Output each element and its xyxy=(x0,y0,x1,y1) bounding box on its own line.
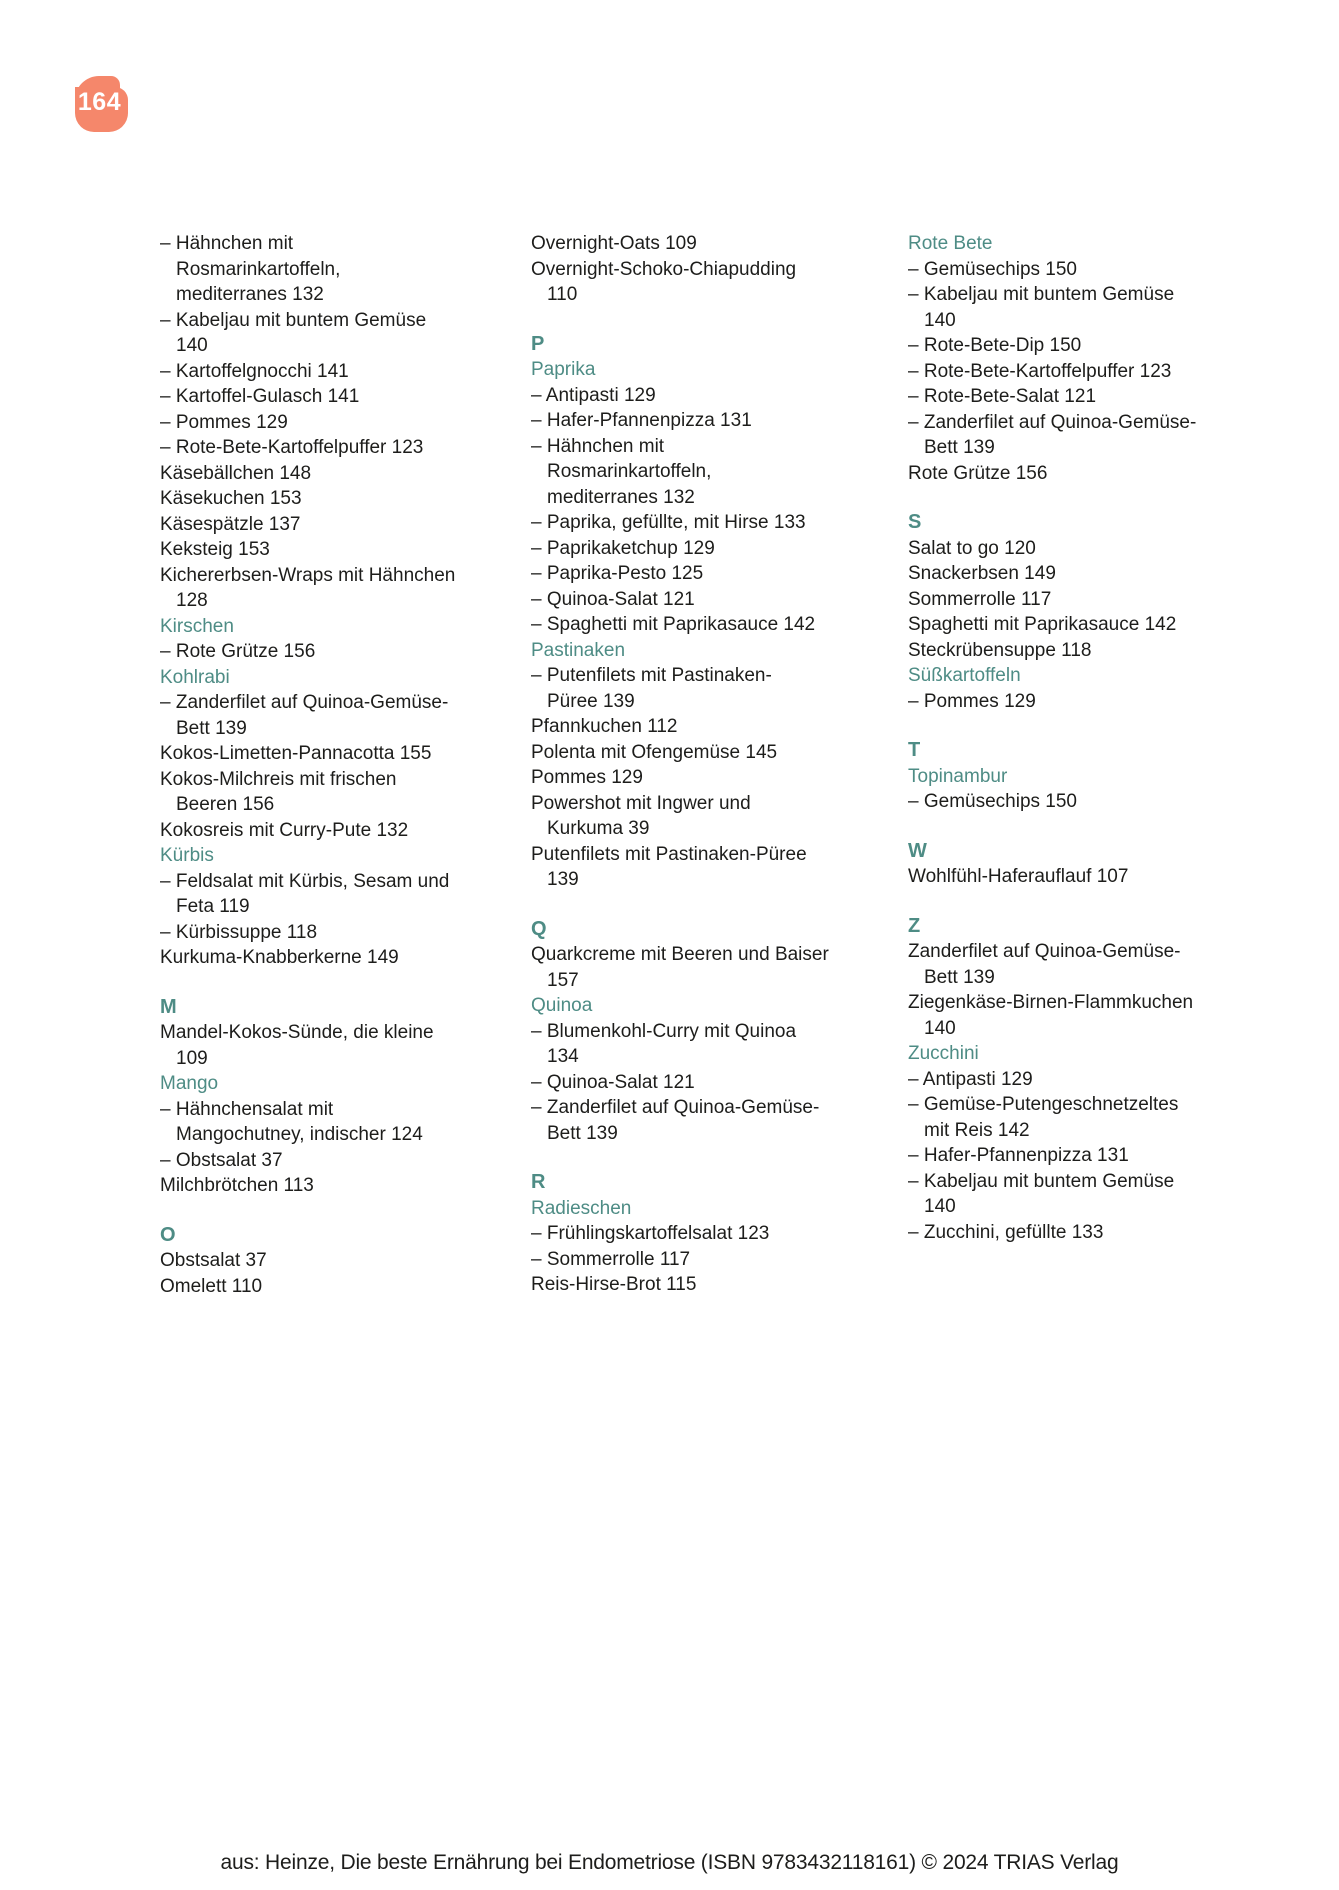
index-sub-entry: – Rote-Bete-Kartoffelpuffer 123 xyxy=(908,360,1172,382)
index-entry: Kichererbsen-Wraps mit Hähnchen 128 xyxy=(160,564,456,611)
index-letter-header: W xyxy=(908,839,927,862)
index-letter-header: Q xyxy=(531,917,547,940)
index-sub-entry: – Kabeljau mit buntem Gemüse 140 xyxy=(908,1170,1175,1217)
index-keyword-header: Topinambur xyxy=(908,765,1008,787)
index-keyword-header: Paprika xyxy=(531,359,596,380)
index-letter-header: O xyxy=(160,1223,176,1246)
index-sub-entry: – Gemüsechips 150 xyxy=(908,791,1077,812)
index-sub-entry: – Hähnchen mit Rosmarinkartoffeln, mediterranes 132 xyxy=(160,233,341,305)
index-keyword-header: Süßkartoffeln xyxy=(908,665,1021,686)
index-entry: Steckrübensuppe 118 xyxy=(908,639,1092,661)
index-entry: Reis-Hirse-Brot 115 xyxy=(531,1274,697,1295)
index-sub-entry: – Hähnchen mit Rosmarinkartoffeln, mediterranes 132 xyxy=(531,435,712,508)
index-entry: Polenta mit Ofengemüse 145 xyxy=(531,741,778,763)
index-keyword-header: Kohlrabi xyxy=(160,666,230,688)
index-sub-entry: – Rote-Bete-Dip 150 xyxy=(908,335,1082,356)
index-entry: Quarkcreme mit Beeren und Baiser 157 xyxy=(531,944,829,991)
index-keyword-header: Pastinaken xyxy=(531,639,626,661)
index-sub-entry: – Spaghetti mit Paprikasauce 142 xyxy=(531,614,816,635)
index-keyword-header: Kürbis xyxy=(160,845,214,866)
index-keyword-header: Rote Bete xyxy=(908,233,993,254)
index-keyword-header: Kirschen xyxy=(160,615,234,637)
index-entry: Spaghetti mit Paprikasauce 142 xyxy=(908,614,1177,635)
index-sub-entry: – Zanderfilet auf Quinoa-Gemüse- Bett 139 xyxy=(160,692,449,739)
index-entry: Snackerbsen 149 xyxy=(908,563,1056,584)
index-sub-entry: – Kabeljau mit buntem Gemüse 140 xyxy=(160,309,427,356)
index-keyword-header: Mango xyxy=(160,1073,219,1094)
index-entry: Käsespätzle 137 xyxy=(160,513,301,535)
index-entry: Wohlfühl-Haferauflauf 107 xyxy=(908,866,1129,887)
index-entry: Kokos-Limetten-Pannacotta 155 xyxy=(160,743,432,764)
index-sub-entry: – Putenfilets mit Pastinaken- Püree 139 xyxy=(531,665,772,712)
index-sub-entry: – Blumenkohl-Curry mit Quinoa 134 xyxy=(531,1020,797,1067)
index-entry: Milchbrötchen 113 xyxy=(160,1175,314,1196)
index-entry: Powershot mit Ingwer und Kurkuma 39 xyxy=(531,792,751,839)
index-sub-entry: – Kürbissuppe 118 xyxy=(160,921,318,943)
index-letter-header: Z xyxy=(908,914,921,937)
index-letter-header: S xyxy=(908,511,922,533)
index-sub-entry: – Paprika, gefüllte, mit Hirse 133 xyxy=(531,512,806,533)
index-letter-header: R xyxy=(531,1171,546,1193)
index-keyword-header: Zucchini xyxy=(908,1043,979,1064)
index-entry: Putenfilets mit Pastinaken-Püree 139 xyxy=(531,843,807,890)
index-entry: Pfannkuchen 112 xyxy=(531,716,678,737)
index-sub-entry: – Hafer-Pfannenpizza 131 xyxy=(908,1145,1129,1166)
index-letter-header: P xyxy=(531,332,545,355)
index-entry: Pommes 129 xyxy=(531,767,643,788)
index-sub-entry: – Pommes 129 xyxy=(160,411,288,433)
index-sub-entry: – Antipasti 129 xyxy=(908,1068,1033,1090)
index-sub-entry: – Hähnchensalat mit Mangochutney, indischer 124 xyxy=(160,1098,423,1145)
index-sub-entry: – Rote-Bete-Kartoffelpuffer 123 xyxy=(160,437,424,458)
index-sub-entry: – Gemüsechips 150 xyxy=(908,258,1077,280)
index-entry: Kokos-Milchreis mit frischen Beeren 156 xyxy=(160,768,397,815)
page-number: 164 xyxy=(77,88,122,116)
index-entry: Overnight-Oats 109 xyxy=(531,233,697,254)
index-sub-entry: – Sommerrolle 117 xyxy=(531,1248,691,1270)
index-entry: Overnight-Schoko-Chiapudding 110 xyxy=(531,258,797,305)
index-sub-entry: – Rote Grütze 156 xyxy=(160,641,316,662)
index-keyword-header: Quinoa xyxy=(531,995,593,1016)
index-sub-entry: – Obstsalat 37 xyxy=(160,1149,283,1171)
index-sub-entry: – Zanderfilet auf Quinoa-Gemüse- Bett 139 xyxy=(908,411,1197,458)
index-letter-header: T xyxy=(908,739,921,761)
index-column-3 xyxy=(908,231,1266,1245)
index-entry: Kokosreis mit Curry-Pute 132 xyxy=(160,819,409,841)
index-sub-entry: – Paprikaketchup 129 xyxy=(531,537,715,559)
index-entry: Omelett 110 xyxy=(160,1275,263,1297)
index-entry: Salat to go 120 xyxy=(908,537,1036,559)
index-sub-entry: – Kartoffel-Gulasch 141 xyxy=(160,386,360,407)
page-number-badge xyxy=(75,76,128,132)
index-column-2 xyxy=(531,231,889,1298)
index-entry: Rote Grütze 156 xyxy=(908,462,1048,484)
index-sub-entry: – Paprika-Pesto 125 xyxy=(531,563,704,584)
index-entry: Käsekuchen 153 xyxy=(160,488,302,509)
index-sub-entry: – Kabeljau mit buntem Gemüse 140 xyxy=(908,284,1175,331)
index-entry: Ziegenkäse-Birnen-Flammkuchen 140 xyxy=(908,992,1194,1039)
index-sub-entry: – Antipasti 129 xyxy=(531,384,656,406)
index-entry: Obstsalat 37 xyxy=(160,1250,267,1271)
index-sub-entry: – Gemüse-Putengeschnetzeltes mit Reis 142 xyxy=(908,1094,1179,1141)
index-sub-entry: – Quinoa-Salat 121 xyxy=(531,1071,695,1093)
index-entry: Keksteig 153 xyxy=(160,539,270,560)
index-letter-header: M xyxy=(160,995,177,1018)
index-sub-entry: – Hafer-Pfannenpizza 131 xyxy=(531,410,752,431)
index-sub-entry: – Quinoa-Salat 121 xyxy=(531,588,695,610)
index-sub-entry: – Frühlingskartoffelsalat 123 xyxy=(531,1223,770,1244)
index-sub-entry: – Pommes 129 xyxy=(908,690,1036,712)
footer-credit: aus: Heinze, Die beste Ernährung bei Endometriose (ISBN 9783432118161) © 2024 TRIAS Verlag xyxy=(220,1851,1119,1874)
index-sub-entry: – Zanderfilet auf Quinoa-Gemüse- Bett 139 xyxy=(531,1097,820,1144)
index-sub-entry: – Rote-Bete-Salat 121 xyxy=(908,386,1097,407)
index-entry: Zanderfilet auf Quinoa-Gemüse- Bett 139 xyxy=(908,941,1181,988)
index-column-1 xyxy=(160,231,518,1299)
index-keyword-header: Radieschen xyxy=(531,1197,632,1219)
index-entry: Käsebällchen 148 xyxy=(160,462,312,484)
index-entry: Kurkuma-Knabberkerne 149 xyxy=(160,947,399,968)
index-sub-entry: – Kartoffelgnocchi 141 xyxy=(160,360,349,382)
index-entry: Mandel-Kokos-Sünde, die kleine 109 xyxy=(160,1022,434,1069)
index-sub-entry: – Feldsalat mit Kürbis, Sesam und Feta 119 xyxy=(160,870,450,917)
index-entry: Sommerrolle 117 xyxy=(908,588,1052,610)
index-sub-entry: – Zucchini, gefüllte 133 xyxy=(908,1221,1104,1243)
